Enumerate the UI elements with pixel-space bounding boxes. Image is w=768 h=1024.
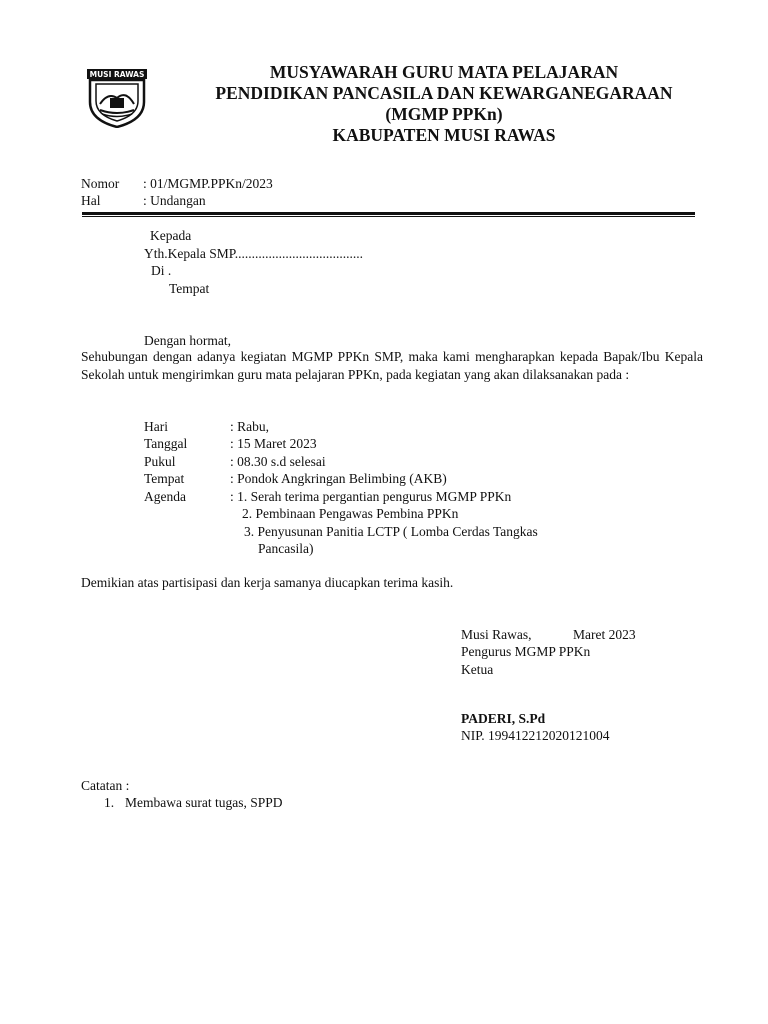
tempat-label: Tempat: [144, 471, 185, 486]
header-divider-thick: [82, 212, 695, 215]
tanggal-value: : 15 Maret 2023: [230, 436, 317, 451]
recipient-yth: Yth.Kepala SMP......................................: [144, 246, 363, 261]
hal-value: : Undangan: [143, 193, 206, 208]
pukul-value: : 08.30 s.d selesai: [230, 454, 326, 469]
signature-org: Pengurus MGMP PPKn: [461, 644, 591, 659]
recipient-tempat: Tempat: [169, 281, 210, 296]
hal-label: Hal: [81, 193, 101, 208]
agenda-item-3: 3. Penyusunan Panitia LCTP ( Lomba Cerdas Tangkas: [244, 524, 538, 539]
hari-label: Hari: [144, 419, 168, 434]
tempat-value: : Pondok Angkringan Belimbing (AKB): [230, 471, 447, 486]
signature-role: Ketua: [461, 662, 494, 677]
closing-sentence: Demikian atas partisipasi dan kerja samanya diucapkan terima kasih.: [81, 575, 454, 590]
musi-rawas-logo: [86, 68, 148, 128]
signature-date: Maret 2023: [573, 627, 636, 642]
recipient-di: Di .: [151, 263, 172, 278]
notes-label: Catatan :: [81, 778, 130, 793]
greeting: Dengan hormat,: [144, 333, 231, 348]
agenda-item-2: 2. Pembinaan Pengawas Pembina PPKn: [242, 506, 459, 521]
notes-item-text: Membawa surat tugas, SPPD: [125, 795, 283, 810]
tanggal-label: Tanggal: [144, 436, 188, 451]
header-org-line: MUSYAWARAH GURU MATA PELAJARAN: [269, 62, 619, 82]
agenda-item-3-cont: Pancasila): [258, 541, 314, 556]
notes-item-number: 1.: [104, 795, 115, 810]
header-abbrev-line: (MGMP PPKn): [385, 104, 503, 124]
nomor-value: : 01/MGMP.PPKn/2023: [143, 176, 273, 191]
pukul-label: Pukul: [144, 454, 176, 469]
agenda-label: Agenda: [144, 489, 186, 504]
logo-label: MUSI RAWAS: [89, 70, 145, 79]
agenda-item-1: : 1. Serah terima pergantian pengurus MGMP PPKn: [230, 489, 512, 504]
signatory-nip: NIP. 199412212020121004: [461, 728, 610, 743]
hari-value: : Rabu,: [230, 419, 269, 434]
header-subject-line: PENDIDIKAN PANCASILA DAN KEWARGANEGARAAN: [215, 83, 673, 103]
header-divider-thin: [82, 216, 695, 217]
recipient-kepada: Kepada: [150, 228, 192, 243]
nomor-label: Nomor: [81, 176, 120, 191]
signature-place: Musi Rawas,: [461, 627, 532, 642]
intro-paragraph: Sehubungan dengan adanya kegiatan MGMP PPKn SMP, maka kami mengharapkan kepada Bapak/Ibu Kepala Sekolah untuk mengirimkan guru mata pelajaran PPKn, pada kegiatan yang akan dilaksanakan pada :: [81, 349, 703, 382]
header-region-line: KABUPATEN MUSI RAWAS: [332, 125, 556, 145]
signatory-name: PADERI, S.Pd: [461, 711, 546, 726]
